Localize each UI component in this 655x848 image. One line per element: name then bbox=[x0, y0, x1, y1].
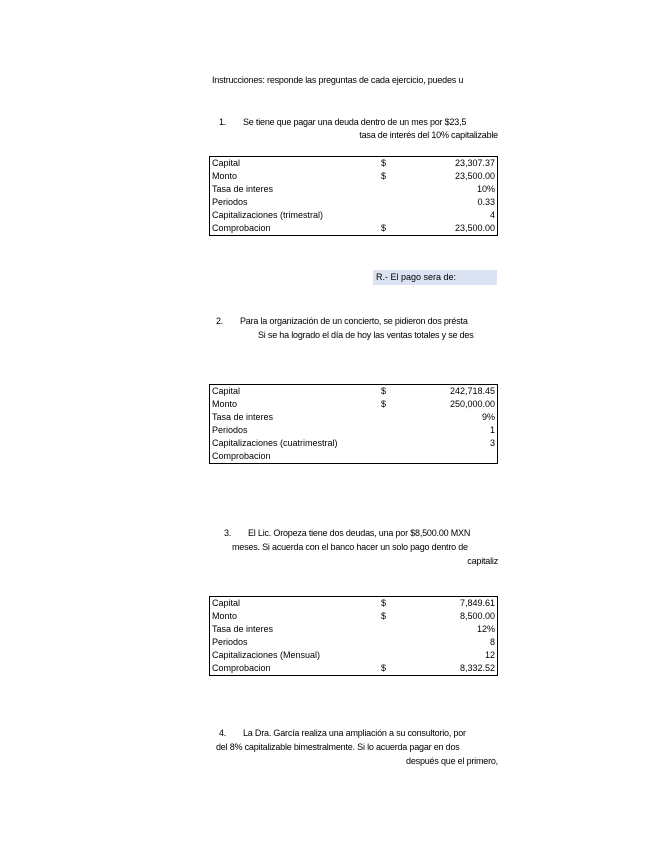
row-value: 23,500.00 bbox=[454, 171, 495, 181]
table-row bbox=[210, 209, 498, 222]
table-row bbox=[210, 157, 498, 171]
row-value: 7,849.61 bbox=[459, 598, 495, 608]
table-row bbox=[210, 222, 498, 236]
row-label: Periodos bbox=[212, 425, 248, 435]
row-currency: $ bbox=[381, 386, 387, 396]
exercise-3-line1: El Lic. Oropeza tiene dos deudas, una por $8,500.00 MXN bbox=[248, 528, 471, 538]
row-label: Capital bbox=[212, 386, 241, 396]
table-row bbox=[210, 398, 498, 411]
row-label: Capitalizaciones (Mensual) bbox=[212, 650, 321, 660]
table-row bbox=[210, 196, 498, 209]
row-currency: $ bbox=[381, 158, 387, 168]
row-currency bbox=[379, 636, 409, 649]
exercise-4-line1: La Dra. García realiza una ampliación a su consultorio, por bbox=[243, 728, 466, 738]
row-currency: $ bbox=[381, 399, 387, 409]
row-label: Capital bbox=[212, 598, 241, 608]
table-row bbox=[210, 437, 498, 450]
row-label: Comprobacion bbox=[212, 663, 271, 673]
row-currency: $ bbox=[381, 171, 387, 181]
table-row bbox=[210, 649, 498, 662]
exercise-3-table bbox=[209, 596, 498, 676]
row-label: Capitalizaciones (cuatrimestral) bbox=[212, 438, 338, 448]
table-row bbox=[210, 385, 498, 399]
row-value: 9% bbox=[481, 412, 495, 422]
row-currency bbox=[379, 437, 409, 450]
row-value: 10% bbox=[476, 184, 495, 194]
row-currency: $ bbox=[381, 611, 387, 621]
table-row bbox=[210, 623, 498, 636]
exercise-3-line3: capitaliz bbox=[467, 556, 498, 566]
exercise-2-number: 2. bbox=[216, 316, 224, 326]
table-row bbox=[210, 183, 498, 196]
row-label: Monto bbox=[212, 611, 238, 621]
row-label: Tasa de interes bbox=[212, 184, 274, 194]
row-value: 0.33 bbox=[477, 197, 495, 207]
table-row bbox=[210, 170, 498, 183]
row-currency: $ bbox=[381, 598, 387, 608]
table-row bbox=[210, 424, 498, 437]
row-label: Periodos bbox=[212, 197, 248, 207]
exercise-1-line1: Se tiene que pagar una deuda dentro de un mes por $23,5 bbox=[243, 117, 467, 127]
row-label: Capitalizaciones (trimestral) bbox=[212, 210, 324, 220]
row-value: 8,500.00 bbox=[459, 611, 495, 621]
row-label: Monto bbox=[212, 399, 238, 409]
row-value: 242,718.45 bbox=[449, 386, 495, 396]
row-value: 8,332.52 bbox=[459, 663, 495, 673]
row-label: Tasa de interes bbox=[212, 412, 274, 422]
row-label: Comprobacion bbox=[212, 223, 271, 233]
table-row bbox=[210, 636, 498, 649]
exercise-2-table bbox=[209, 384, 498, 464]
row-label: Monto bbox=[212, 171, 238, 181]
table-row bbox=[210, 662, 498, 676]
row-currency: $ bbox=[381, 223, 387, 233]
row-value: 23,500.00 bbox=[454, 223, 495, 233]
row-value: 23,307.37 bbox=[454, 158, 495, 168]
row-value: 8 bbox=[489, 637, 495, 647]
table-row bbox=[210, 610, 498, 623]
exercise-1-number: 1. bbox=[219, 117, 227, 127]
row-label: Periodos bbox=[212, 637, 248, 647]
row-value: 3 bbox=[489, 438, 495, 448]
row-currency bbox=[379, 649, 409, 662]
exercise-1-table bbox=[209, 156, 498, 236]
exercise-3-number: 3. bbox=[224, 528, 232, 538]
row-currency bbox=[379, 450, 409, 464]
row-value: 250,000.00 bbox=[449, 399, 495, 409]
row-label: Comprobacion bbox=[212, 451, 271, 461]
exercise-4-line2: del 8% capitalizable bimestralmente. Si lo acuerda pagar en dos bbox=[216, 742, 460, 752]
table-row bbox=[210, 411, 498, 424]
row-value: 4 bbox=[489, 210, 495, 220]
row-value: 12% bbox=[476, 624, 495, 634]
row-label: Capital bbox=[212, 158, 241, 168]
table-row bbox=[210, 597, 498, 611]
exercise-1-line2: tasa de interés del 10% capitalizable bbox=[359, 130, 498, 140]
row-currency: $ bbox=[381, 663, 387, 673]
exercise-4-number: 4. bbox=[219, 728, 227, 738]
table-row bbox=[210, 450, 498, 464]
exercise-4-line3: después que el primero, bbox=[406, 756, 498, 766]
exercise-2-line1: Para la organización de un concierto, se pidieron dos présta bbox=[240, 316, 468, 326]
row-value bbox=[409, 450, 498, 464]
instructions-text: Instrucciones: responde las preguntas de cada ejercicio, puedes u bbox=[212, 75, 464, 85]
row-currency bbox=[379, 623, 409, 636]
row-currency bbox=[379, 183, 409, 196]
row-value: 1 bbox=[489, 425, 495, 435]
row-currency bbox=[379, 424, 409, 437]
row-label: Tasa de interes bbox=[212, 624, 274, 634]
row-currency bbox=[379, 196, 409, 209]
exercise-2-line2: Si se ha logrado el día de hoy las ventas totales y se des bbox=[258, 330, 474, 340]
exercise-3-line2: meses. Si acuerda con el banco hacer un solo pago dentro de bbox=[232, 542, 468, 552]
row-value: 12 bbox=[484, 650, 495, 660]
exercise-1-answer: R.- El pago sera de: bbox=[373, 270, 497, 285]
row-currency bbox=[379, 209, 409, 222]
row-currency bbox=[379, 411, 409, 424]
